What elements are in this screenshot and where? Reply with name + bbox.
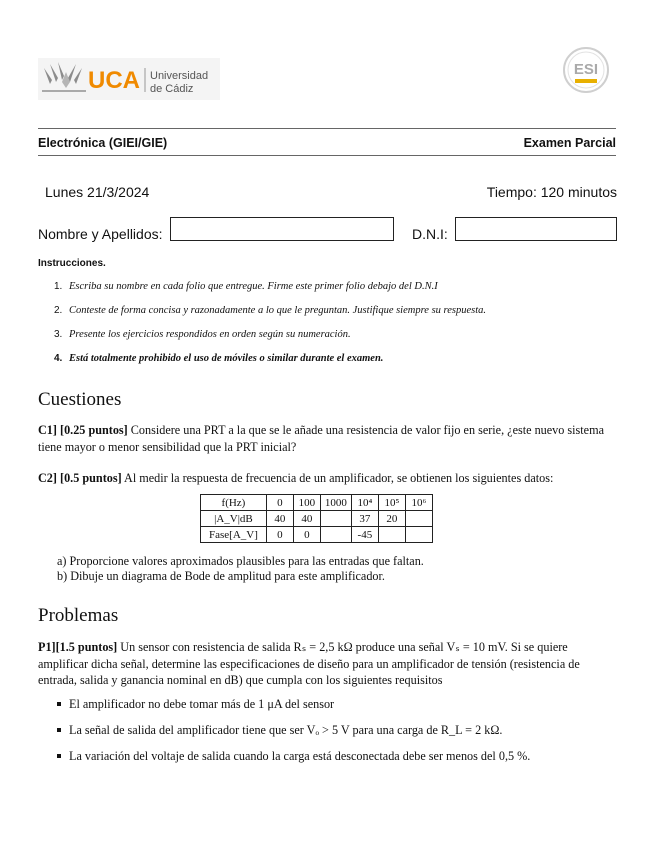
dni-label: D.N.I: xyxy=(412,226,448,242)
exam-time: Tiempo: 120 minutos xyxy=(486,184,617,200)
question-c1: C1] [0.25 puntos] Considere una PRT a la que se le añade una resistencia de valor fijo en serie, ¿este nuevo sistema tiene mayor o menor sensibilidad que la PRT inicial? xyxy=(38,423,604,454)
exam-type: Examen Parcial xyxy=(523,136,616,150)
frequency-response-table xyxy=(200,494,433,543)
row-label-phase: Fase[A_V] xyxy=(201,527,267,543)
uca-logo xyxy=(38,58,220,100)
table-row: f(Hz) 0 100 1000 10⁴ 10⁵ 10⁶ xyxy=(201,495,433,511)
course-title: Electrónica (GIEI/GIE) xyxy=(38,136,168,150)
exam-date: Lunes 21/3/2024 xyxy=(45,184,150,200)
table-row: Fase[A_V] 0 0 -45 xyxy=(201,527,433,543)
bullet-icon xyxy=(57,754,61,758)
header-rule-bottom xyxy=(38,155,616,156)
row-label-magnitude: |A_V|dB xyxy=(201,511,267,527)
instruction-item: 4. Está totalmente prohibido el uso de móviles o similar durante el examen. xyxy=(54,353,384,364)
name-label: Nombre y Apellidos: xyxy=(38,226,163,242)
esi-band-icon xyxy=(575,79,597,83)
esi-text: ESI xyxy=(573,61,599,78)
c2-part-b: b) Dibuje un diagrama de Bode de amplitud para este amplificador. xyxy=(57,569,385,583)
section-title-problemas: Problemas xyxy=(38,605,119,626)
instructions-title: Instrucciones. xyxy=(38,258,106,269)
instruction-item: 3. Presente los ejercicios respondidos en orden según su numeración. xyxy=(54,329,351,340)
row-label-frequency: f(Hz) xyxy=(201,495,267,511)
header-rule-top xyxy=(38,128,616,129)
uca-text: UCA xyxy=(88,67,140,94)
section-title-cuestiones: Cuestiones xyxy=(38,389,122,410)
bullet-icon xyxy=(57,702,61,706)
problem-p1: P1][1.5 puntos] Un sensor con resistencia de salida Rₛ = 2,5 kΩ produce una señal Vₛ = 10 mV. Si se quiere amplificar dicha señal, determine las especificaciones de diseño para un amplificador de tensión (resistencia de entrada, salida y ganancia nominal en dB) que cumpla con los siguientes requisitos xyxy=(38,640,580,687)
c2-part-a: a) Proporcione valores aproximados plausibles para las entradas que faltan. xyxy=(57,554,424,568)
question-c2: C2] [0.5 puntos] Al medir la respuesta de frecuencia de un amplificador, se obtienen los siguientes datos: xyxy=(38,471,554,485)
bullet-icon xyxy=(57,728,61,732)
instructions-list xyxy=(38,280,618,376)
esi-logo xyxy=(562,46,610,94)
instruction-item: 1. Escriba su nombre en cada folio que entregue. Firme este primer folio debajo del D.N.I xyxy=(54,281,438,292)
table-row: |A_V|dB 40 40 37 20 xyxy=(201,511,433,527)
dni-field[interactable] xyxy=(455,217,617,241)
svg-text:de Cádiz: de Cádiz xyxy=(150,83,194,95)
name-field[interactable] xyxy=(170,217,394,241)
svg-text:Universidad: Universidad xyxy=(150,70,209,82)
instruction-item: 2. Conteste de forma concisa y razonadamente a lo que le preguntan. Justifique siempre su respuesta. xyxy=(54,305,487,316)
